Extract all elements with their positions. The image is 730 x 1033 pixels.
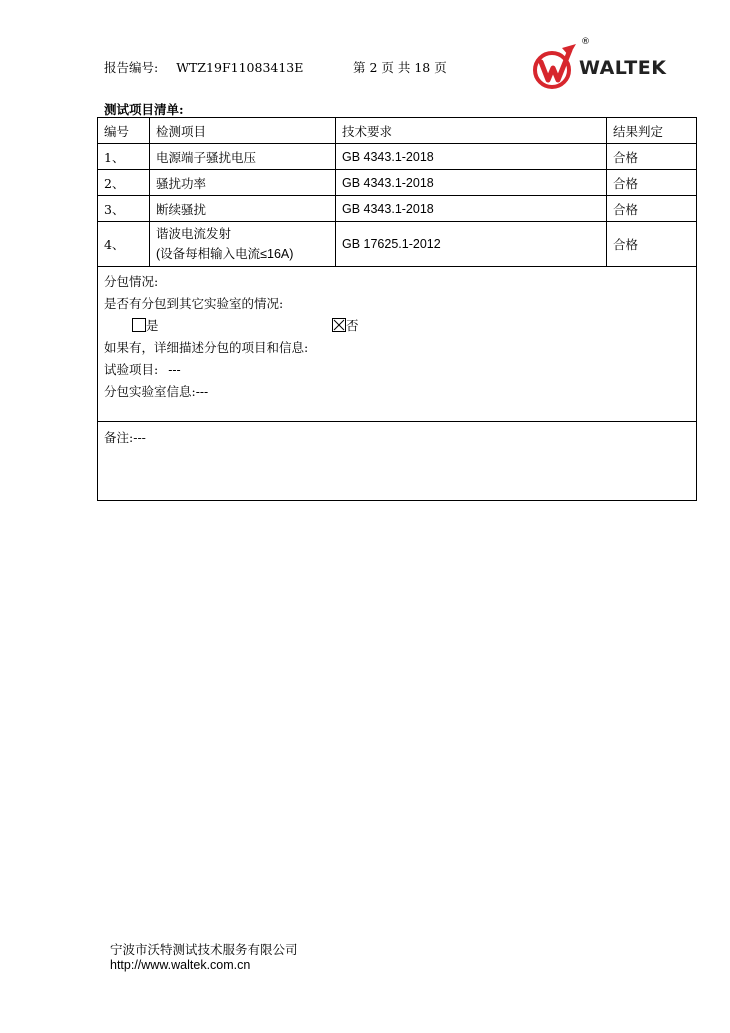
row-standard: GB 4343.1-2018 bbox=[336, 170, 607, 196]
row-no: 2、 bbox=[98, 170, 150, 196]
row-item-line1: 谐波电流发射 bbox=[156, 226, 232, 241]
row-item: 骚扰功率 bbox=[150, 170, 336, 196]
row-no: 4、 bbox=[98, 222, 150, 267]
table-row bbox=[98, 196, 697, 222]
header-no: 编号 bbox=[98, 118, 150, 144]
row-result: 合格 bbox=[607, 144, 697, 170]
remarks-row bbox=[98, 422, 697, 501]
subcontract-options bbox=[104, 315, 696, 337]
report-number bbox=[104, 58, 303, 76]
report-number-value: WTZ19F11083413E bbox=[176, 60, 304, 75]
no-option[interactable] bbox=[332, 315, 359, 337]
row-standard: GB 4343.1-2018 bbox=[336, 144, 607, 170]
subcontract-title: 分包情况: bbox=[104, 274, 159, 289]
test-items-table bbox=[97, 117, 697, 501]
detail-prompt: 如果有，详细描述分包的项目和信息: bbox=[104, 340, 309, 355]
table-row bbox=[98, 170, 697, 196]
row-no: 1、 bbox=[98, 144, 150, 170]
table-row bbox=[98, 144, 697, 170]
report-number-label: 报告编号: bbox=[104, 60, 159, 75]
footer-website[interactable]: http://www.waltek.com.cn bbox=[110, 958, 251, 972]
row-result: 合格 bbox=[607, 196, 697, 222]
yes-option[interactable] bbox=[132, 315, 159, 337]
header-result: 结果判定 bbox=[607, 118, 697, 144]
test-items-line bbox=[104, 359, 696, 381]
test-items-label: 试验项目: bbox=[104, 362, 159, 377]
remarks-value: --- bbox=[133, 430, 146, 445]
yes-checkbox[interactable] bbox=[132, 318, 146, 332]
logo-text: WALTEK bbox=[579, 57, 667, 79]
waltek-logo bbox=[532, 37, 682, 90]
subcontract-row bbox=[98, 267, 697, 422]
section-title: 测试项目清单: bbox=[104, 102, 184, 117]
yes-label: 是 bbox=[146, 318, 159, 333]
test-items-value: --- bbox=[168, 363, 181, 377]
no-label: 否 bbox=[346, 318, 359, 333]
header-standard: 技术要求 bbox=[336, 118, 607, 144]
row-standard: GB 17625.1-2012 bbox=[336, 222, 607, 267]
remarks-label: 备注: bbox=[104, 430, 134, 445]
row-result: 合格 bbox=[607, 170, 697, 196]
remarks-section bbox=[98, 422, 697, 501]
logo-mark: ® bbox=[581, 37, 590, 47]
footer-company: 宁波市沃特测试技术服务有限公司 bbox=[110, 942, 298, 957]
row-item-line2: (设备每相输入电流≤16A) bbox=[156, 247, 294, 261]
page-info: 第 2 页 共 18 页 bbox=[353, 60, 447, 75]
row-item: 电源端子骚扰电压 bbox=[150, 144, 336, 170]
table-header-row bbox=[98, 118, 697, 144]
table-row bbox=[98, 222, 697, 267]
row-no: 3、 bbox=[98, 196, 150, 222]
subcontract-question: 是否有分包到其它实验室的情况: bbox=[104, 296, 284, 311]
lab-info-value: --- bbox=[195, 385, 209, 399]
subcontract-section bbox=[98, 267, 697, 422]
row-item: 断续骚扰 bbox=[150, 196, 336, 222]
checked-x-icon bbox=[333, 319, 345, 331]
row-standard: GB 4343.1-2018 bbox=[336, 196, 607, 222]
row-item bbox=[150, 222, 336, 267]
no-checkbox[interactable] bbox=[332, 318, 346, 332]
row-result: 合格 bbox=[607, 222, 697, 267]
header-item: 检测项目 bbox=[150, 118, 336, 144]
lab-info-line bbox=[104, 381, 696, 403]
lab-info-label: 分包实验室信息: bbox=[104, 384, 196, 399]
